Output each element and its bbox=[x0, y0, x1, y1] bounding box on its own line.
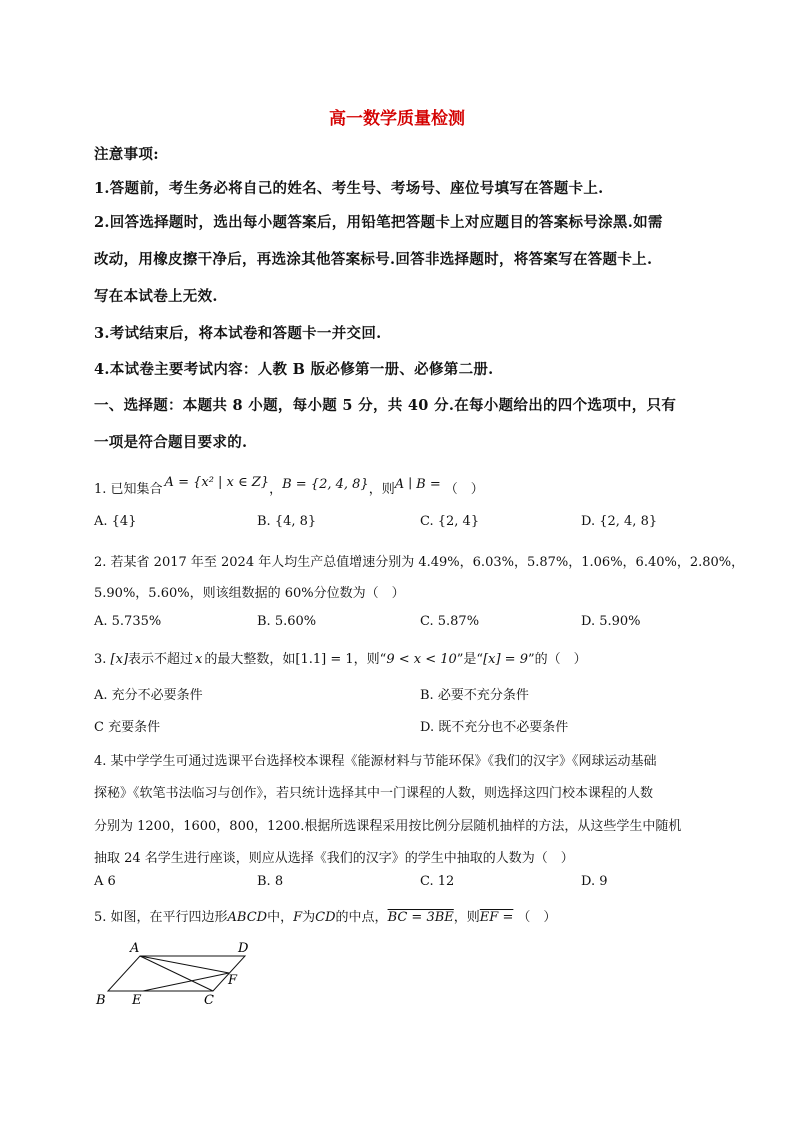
question-4-line-2: 探秘》《软笔书法临习与创作》，若只统计选择其中一门课程的人数，则选择这四门校本课程的人数 bbox=[94, 786, 654, 801]
answer-paren: （ ） bbox=[444, 482, 484, 497]
question-3-stem bbox=[94, 648, 587, 667]
question-3-text-5: ”的（ ） bbox=[527, 652, 587, 667]
parallelogram-name: ABCD bbox=[227, 910, 268, 925]
question-4-option-d: D. 9 bbox=[581, 874, 608, 889]
question-1-option-a: A. {4} bbox=[94, 514, 137, 529]
section-1-line-2: 一项是符合题目要求的. bbox=[94, 434, 248, 451]
question-5-text-1: 5. 如图，在平行四边形 bbox=[94, 910, 228, 925]
segment-cd: CD bbox=[315, 910, 336, 925]
question-1-ask: ，则 bbox=[368, 482, 395, 497]
question-2-line-1: 2. 若某省 2017 年至 2024 年人均生产总值增速分别为 4.49%，6.03%，5.87%，1.06%，6.40%，2.80%， bbox=[94, 555, 745, 570]
question-5-paren: （ ） bbox=[517, 910, 557, 925]
point-f: F bbox=[293, 910, 303, 925]
question-1-option-c: C. {2, 4} bbox=[420, 514, 480, 529]
set-a: A = {x² | x ∈ Z} bbox=[164, 475, 270, 490]
floor-x: [x] bbox=[110, 652, 129, 667]
parallelogram-figure bbox=[88, 936, 268, 1016]
set-b: B = {2, 4, 8} bbox=[282, 477, 369, 492]
set-expression: A ∣ B = bbox=[394, 477, 441, 492]
question-1-option-d: D. {2, 4, 8} bbox=[581, 514, 658, 529]
question-1-prefix: 1. 已知集合 bbox=[94, 482, 163, 497]
question-4-line-3: 分别为 1200，1600，800，1200.根据所选课程采用按比例分层随机抽样的方法，从这些学生中随机 bbox=[94, 819, 682, 834]
question-5-stem bbox=[94, 906, 556, 925]
notice-item-4: 4.本试卷主要考试内容：人教 B 版必修第一册、必修第二册. bbox=[94, 361, 494, 378]
label-c: C bbox=[204, 993, 214, 1008]
condition-2: [x] = 9 bbox=[483, 652, 528, 667]
segment-af bbox=[140, 956, 229, 973]
notice-item-2-line-2: 改动，用橡皮擦干净后，再选涂其他答案标号.回答非选择题时，将答案写在答题卡上. bbox=[94, 251, 653, 268]
question-2-option-c: C. 5.87% bbox=[420, 614, 480, 629]
vector-ef: EF = bbox=[479, 910, 514, 925]
question-3-option-d: D. 既不充分也不必要条件 bbox=[420, 720, 569, 735]
label-b: B bbox=[96, 993, 106, 1008]
question-5-text-5: ，则 bbox=[453, 910, 480, 925]
notice-item-2-line-1: 2.回答选择题时，选出每小题答案后，用铅笔把答题卡上对应题目的答案标号涂黑.如需 bbox=[94, 214, 663, 231]
label-a: A bbox=[130, 941, 140, 956]
question-1-stem bbox=[94, 475, 484, 497]
question-4-option-a: A 6 bbox=[94, 874, 116, 889]
question-3-text-2: 的最大整数，如 bbox=[204, 652, 296, 667]
vector-relation: BC = 3BE bbox=[387, 910, 454, 925]
floor-example: [1.1] = 1 bbox=[295, 652, 354, 667]
label-d: D bbox=[238, 941, 249, 956]
label-e: E bbox=[132, 993, 142, 1008]
question-5-text-2: 中， bbox=[267, 910, 294, 925]
question-4-option-b: B. 8 bbox=[257, 874, 284, 889]
question-3-option-b: B. 必要不充分条件 bbox=[420, 688, 529, 703]
question-3-option-c: C 充要条件 bbox=[94, 720, 161, 735]
question-1-option-b: B. {4, 8} bbox=[257, 514, 317, 529]
notice-heading: 注意事项: bbox=[94, 146, 159, 163]
variable-x: x bbox=[195, 652, 203, 667]
condition-1: 9 < x < 10 bbox=[386, 652, 457, 667]
question-3-number: 3. bbox=[94, 652, 107, 667]
question-2-option-b: B. 5.60% bbox=[257, 614, 317, 629]
question-2-line-2: 5.90%，5.60%，则该组数据的 60%分位数为（ ） bbox=[94, 586, 405, 601]
diagonal-ac bbox=[140, 956, 213, 991]
question-3-text-1: 表示不超过 bbox=[128, 652, 194, 667]
question-2-option-a: A. 5.735% bbox=[94, 614, 162, 629]
question-3-option-a: A. 充分不必要条件 bbox=[94, 688, 203, 703]
question-5-text-4: 的中点， bbox=[335, 910, 388, 925]
question-4-line-4: 抽取 24 名学生进行座谈，则应从选择《我们的汉字》的学生中抽取的人数为（ ） bbox=[94, 851, 574, 866]
question-4-option-c: C. 12 bbox=[420, 874, 455, 889]
question-3-text-4: ”是“ bbox=[456, 652, 484, 667]
section-1-line-1: 一、选择题：本题共 8 小题，每小题 5 分，共 40 分.在每小题给出的四个选项中，只有 bbox=[94, 397, 677, 414]
label-f: F bbox=[228, 973, 238, 988]
question-1-comma: ， bbox=[269, 482, 283, 497]
question-2-option-d: D. 5.90% bbox=[581, 614, 641, 629]
notice-item-2-line-3: 写在本试卷上无效. bbox=[94, 288, 218, 305]
exam-title: 高一数学质量检测 bbox=[329, 109, 465, 129]
question-4-line-1: 4. 某中学学生可通过选课平台选择校本课程《能源材料与节能环保》《我们的汉字》《网球运动基础 bbox=[94, 754, 657, 769]
question-5-text-3: 为 bbox=[302, 910, 316, 925]
notice-item-1: 1.答题前，考生务必将自己的姓名、考生号、考场号、座位号填写在答题卡上. bbox=[94, 180, 604, 197]
question-3-text-3: ，则“ bbox=[353, 652, 387, 667]
notice-item-3: 3.考试结束后，将本试卷和答题卡一并交回. bbox=[94, 325, 382, 342]
